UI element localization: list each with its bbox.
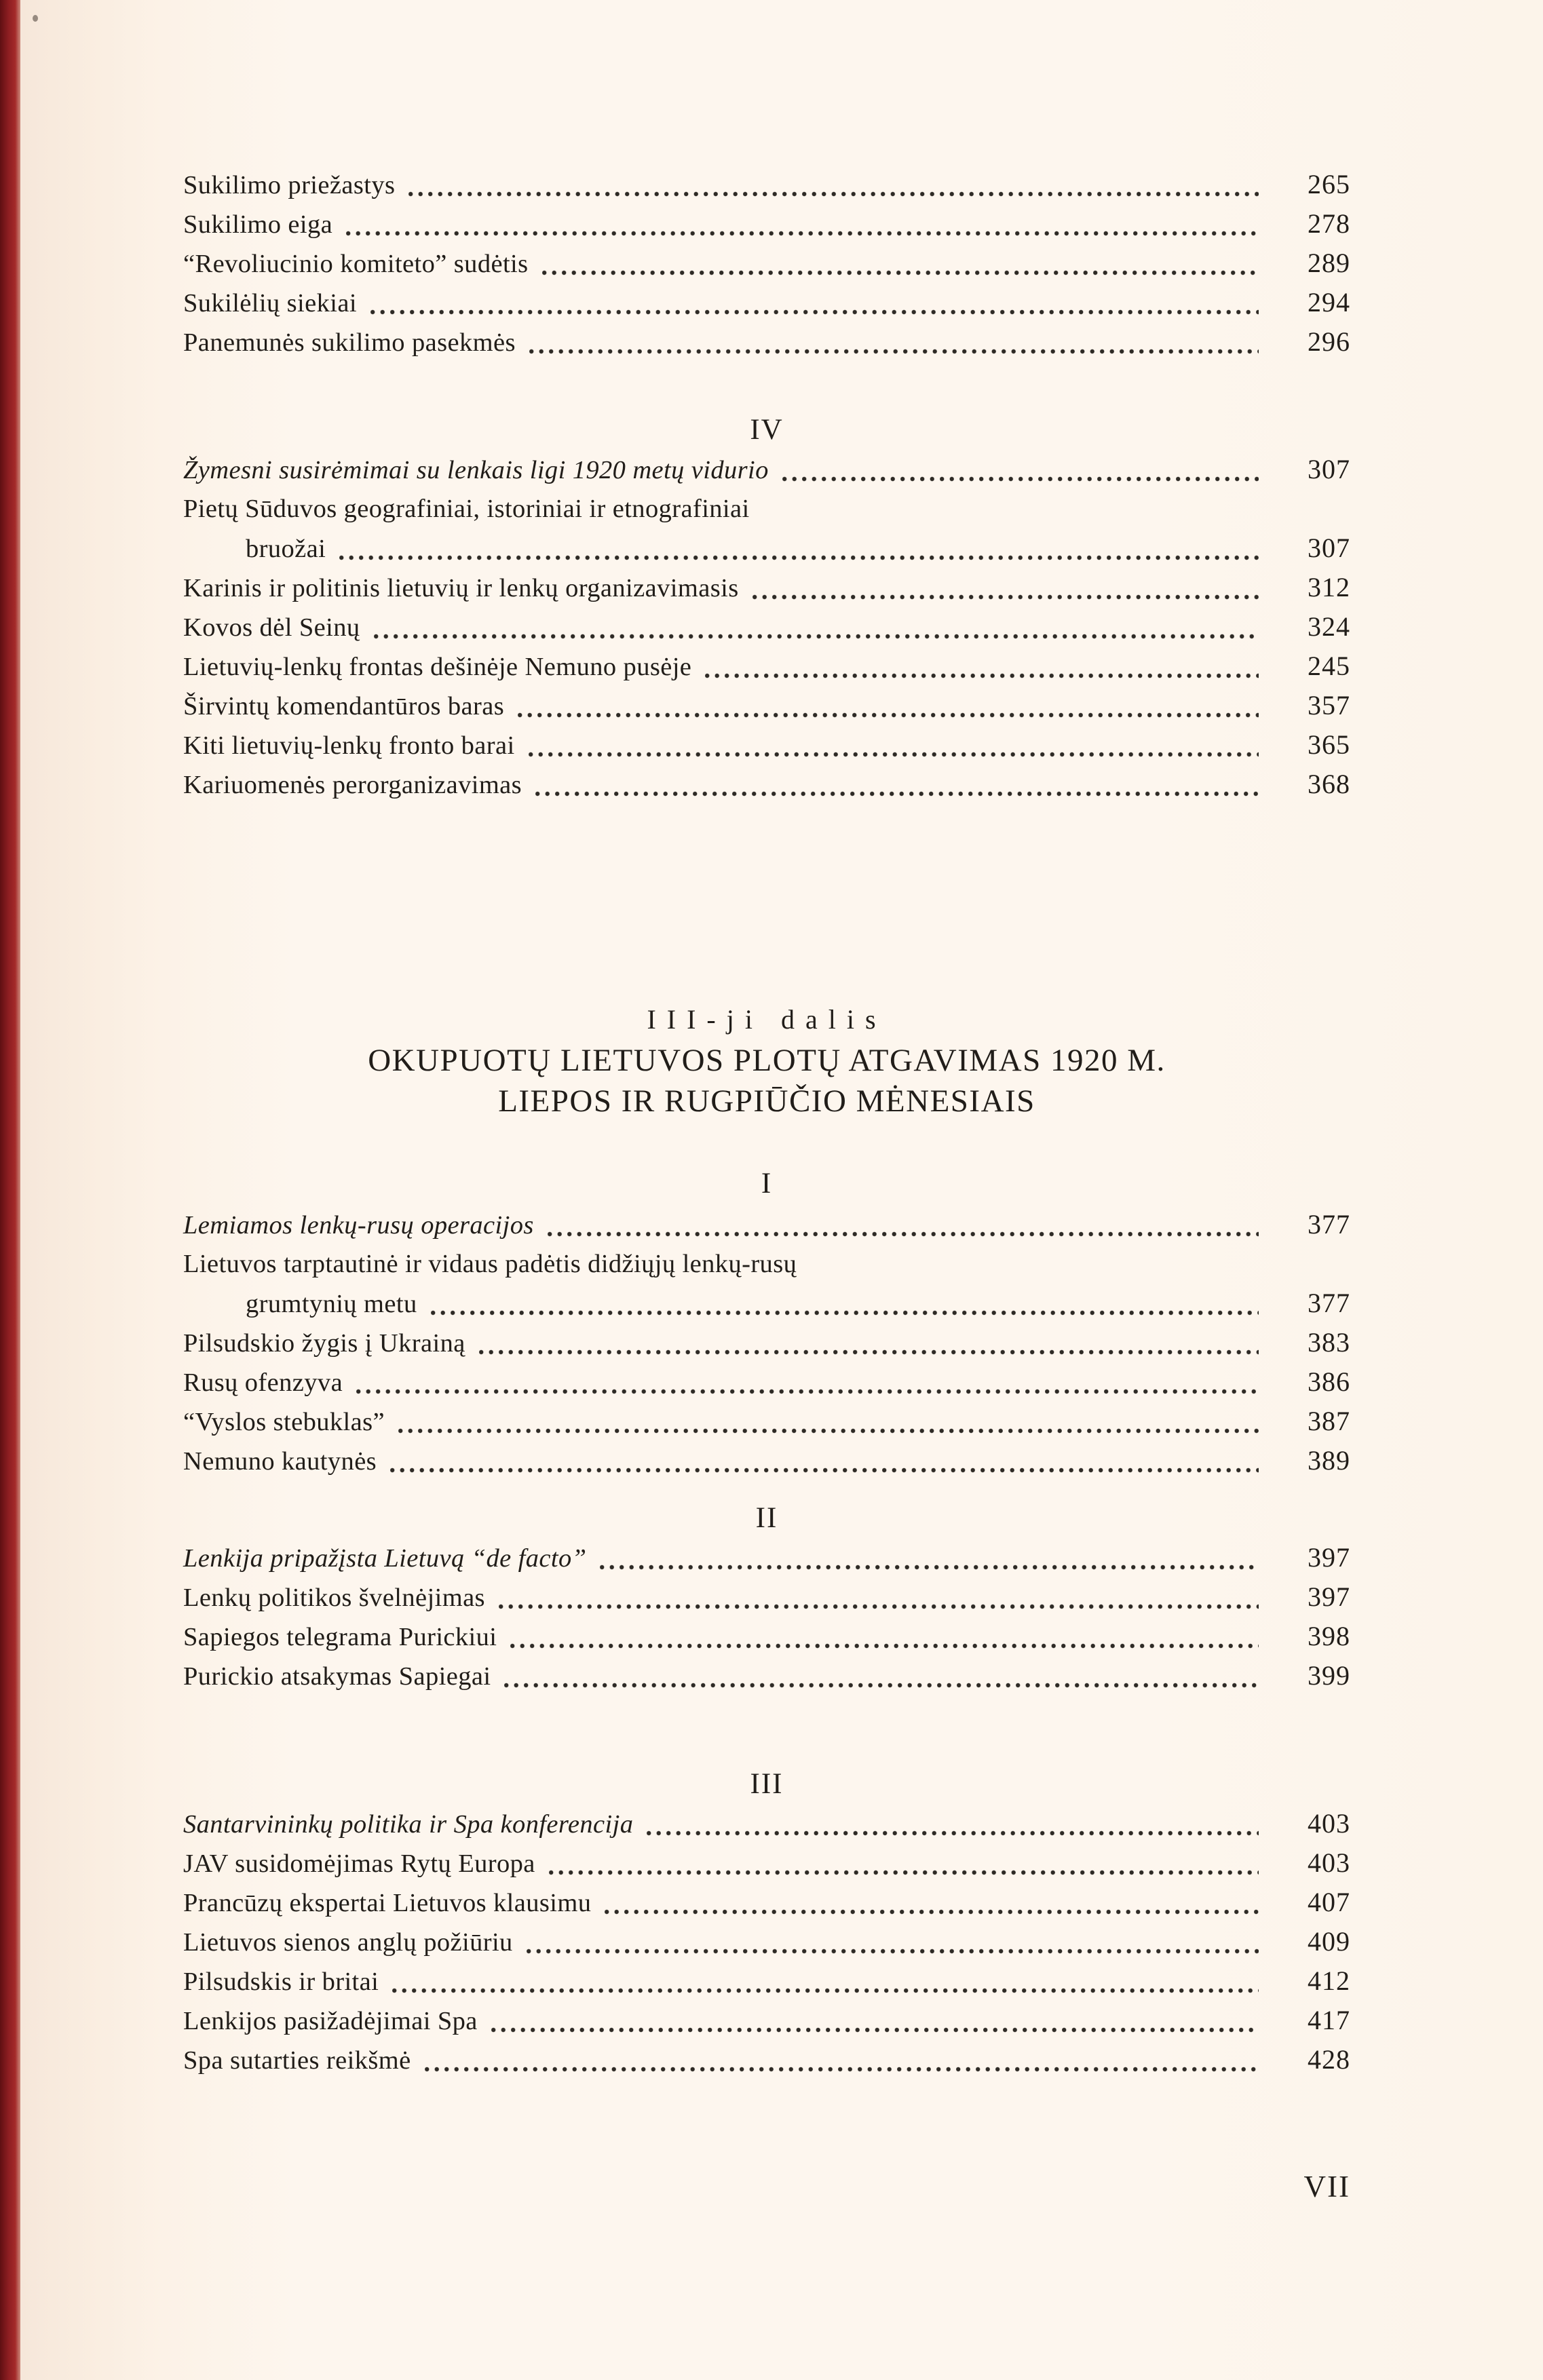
entry-page: 387 [1308,1406,1350,1436]
dot-leader [370,308,1259,316]
entry-page: 307 [1308,533,1350,563]
dot-leader [518,711,1259,719]
toc-section-ii [183,1538,1350,1695]
entry-title: Lietuvos sienos anglų požiūriu [183,1928,513,1957]
entry-page: 365 [1308,729,1350,760]
toc-section-continued [183,165,1350,362]
entry-title: grumtynių metu [246,1290,417,1318]
toc-entry [183,765,1350,804]
toc-entry [183,1538,1350,1577]
toc-entry [183,450,1350,489]
toc-entry [183,1883,1350,1922]
toc-entry [183,1441,1350,1480]
entry-page: 265 [1308,169,1350,199]
entry-page: 368 [1308,769,1350,799]
entry-title: Lemiamos lenkų-rusų operacijos [183,1211,534,1240]
entry-page: 397 [1308,1581,1350,1612]
entry-page: 403 [1308,1808,1350,1839]
part-title-line-1: OKUPUOTŲ LIETUVOS PLOTŲ ATGAVIMAS 1920 M. [368,1043,1166,1078]
part-heading [183,999,1350,1121]
dot-leader [408,190,1259,198]
dot-leader [356,1387,1259,1396]
entry-title: Širvintų komendantūros baras [183,692,505,721]
dot-leader [425,2065,1259,2073]
dot-leader [600,1563,1259,1571]
entry-title: “Vyslos stebuklas” [183,1408,385,1436]
toc-entry [183,1804,1350,1843]
toc-entry-wrap-line [183,1244,1350,1284]
entry-page: 278 [1308,208,1350,239]
toc-section-iii [183,1804,1350,2079]
dot-leader [390,1466,1259,1474]
entry-title: “Revoliucinio komiteto” sudėtis [183,250,529,278]
dot-leader [510,1642,1259,1650]
entry-title: Lenkijos pasižadėjimai Spa [183,2007,478,2035]
entry-title: Prancūzų ekspertai Lietuvos klausimu [183,1889,592,1917]
entry-title: Kovos dėl Seinų [183,613,360,642]
entry-title: Žymesni susirėmimai su lenkais ligi 1920 metų vidurio [183,456,769,484]
entry-title: Lenkija pripažįsta Lietuvą “de facto” [183,1544,587,1573]
toc-entry [183,1323,1350,1362]
dot-leader [431,1309,1259,1317]
page-number: VII [1303,2170,1350,2204]
dot-leader [753,593,1259,601]
entry-page: 294 [1308,287,1350,318]
dot-leader [491,2026,1259,2034]
toc-entry [183,1922,1350,1961]
entry-title: Sukilimo eiga [183,210,333,239]
toc-entry [183,725,1350,765]
entry-page: 389 [1308,1445,1350,1476]
entry-page: 386 [1308,1366,1350,1397]
entry-page: 403 [1308,1847,1350,1878]
entry-title: Kariuomenės perorganizavimas [183,771,522,799]
entry-page: 296 [1308,326,1350,357]
entry-title: Pilsudskio žygis į Ukrainą [183,1329,465,1358]
dot-leader [374,632,1259,640]
entry-page: 383 [1308,1327,1350,1358]
toc-entry [183,568,1350,607]
toc-entry [183,1205,1350,1244]
toc-entry [183,686,1350,725]
toc-section-i [183,1205,1350,1480]
entry-page: 245 [1308,651,1350,681]
entry-title: Lenkų politikos švelnėjimas [183,1584,485,1612]
toc-entry [183,1656,1350,1695]
dot-leader [339,554,1259,562]
entry-title: Sukilimo priežastys [183,171,396,199]
entry-page: 412 [1308,1965,1350,1996]
entry-page: 377 [1308,1209,1350,1240]
dot-leader [504,1681,1259,1689]
toc-entry [183,204,1350,244]
dot-leader [542,269,1259,277]
entry-title: Pietų Sūduvos geografiniai, istoriniai ir etnografiniai [183,495,750,523]
entry-page: 324 [1308,611,1350,642]
entry-title: bruožai [246,535,326,563]
toc-entry [183,529,1350,568]
dot-leader [705,672,1259,680]
toc-entry [183,2040,1350,2079]
dot-leader [535,790,1259,798]
dot-leader [392,1986,1259,1995]
dot-leader [782,475,1259,483]
entry-page: 398 [1308,1621,1350,1651]
entry-title: Santarvininkų politika ir Spa konferencija [183,1810,634,1839]
toc-entry [183,165,1350,204]
dot-leader [398,1427,1259,1435]
toc-entry [183,244,1350,283]
toc-entry [183,1843,1350,1883]
entry-title: Lietuvių-lenkų frontas dešinėje Nemuno pusėje [183,653,692,681]
dot-leader [548,1230,1259,1238]
part-number-line: III-ji dalis [647,1004,887,1035]
entry-page: 428 [1308,2044,1350,2075]
dot-leader [529,750,1259,759]
toc-entry [183,647,1350,686]
entry-title: JAV susidomėjimas Rytų Europa [183,1849,535,1878]
section-heading-i: I [761,1168,773,1199]
dot-leader [529,347,1259,356]
section-heading-iv: IV [750,414,784,446]
entry-page: 407 [1308,1887,1350,1917]
entry-page: 357 [1308,690,1350,721]
section-heading-iii: III [750,1768,784,1800]
dot-leader [605,1908,1259,1916]
dot-leader [647,1829,1259,1837]
entry-page: 377 [1308,1288,1350,1318]
entry-title: Sukilėlių siekiai [183,289,357,318]
toc-entry [183,1284,1350,1323]
entry-page: 399 [1308,1660,1350,1691]
section-heading-ii: II [755,1502,778,1534]
toc-entry [183,1961,1350,2001]
entry-title: Pilsudskis ir britai [183,1968,379,1996]
toc-entry [183,1402,1350,1441]
entry-title: Rusų ofenzyva [183,1368,343,1397]
toc-entry [183,1617,1350,1656]
entry-page: 289 [1308,248,1350,278]
toc-entry [183,2001,1350,2040]
entry-title: Karinis ir politinis lietuvių ir lenkų organizavimasis [183,574,739,602]
entry-title: Sapiegos telegrama Purickiui [183,1623,497,1651]
entry-page: 397 [1308,1542,1350,1573]
toc-section-iv [183,450,1350,804]
toc-entry [183,1577,1350,1617]
toc-entry [183,322,1350,362]
dot-leader [549,1868,1259,1877]
dot-leader [499,1602,1259,1611]
entry-title: Kiti lietuvių-lenkų fronto barai [183,731,515,760]
dot-leader [479,1348,1259,1356]
entry-title: Purickio atsakymas Sapiegai [183,1662,491,1691]
entry-page: 312 [1308,572,1350,602]
entry-page: 417 [1308,2005,1350,2035]
entry-title: Nemuno kautynės [183,1447,377,1476]
part-title-line-2: LIEPOS IR RUGPIŪČIO MĖNESIAIS [498,1083,1035,1119]
entry-title: Lietuvos tarptautinė ir vidaus padėtis didžiųjų lenkų-rusų [183,1250,797,1278]
entry-title: Panemunės sukilimo pasekmės [183,328,516,357]
dot-leader [527,1947,1259,1955]
toc-entry [183,283,1350,322]
entry-page: 409 [1308,1926,1350,1957]
entry-title: Spa sutarties reikšmė [183,2046,411,2075]
toc-entry [183,607,1350,647]
toc-entry [183,1362,1350,1402]
toc-entry-wrap-line [183,489,1350,529]
dot-leader [346,229,1259,237]
entry-page: 307 [1308,454,1350,484]
